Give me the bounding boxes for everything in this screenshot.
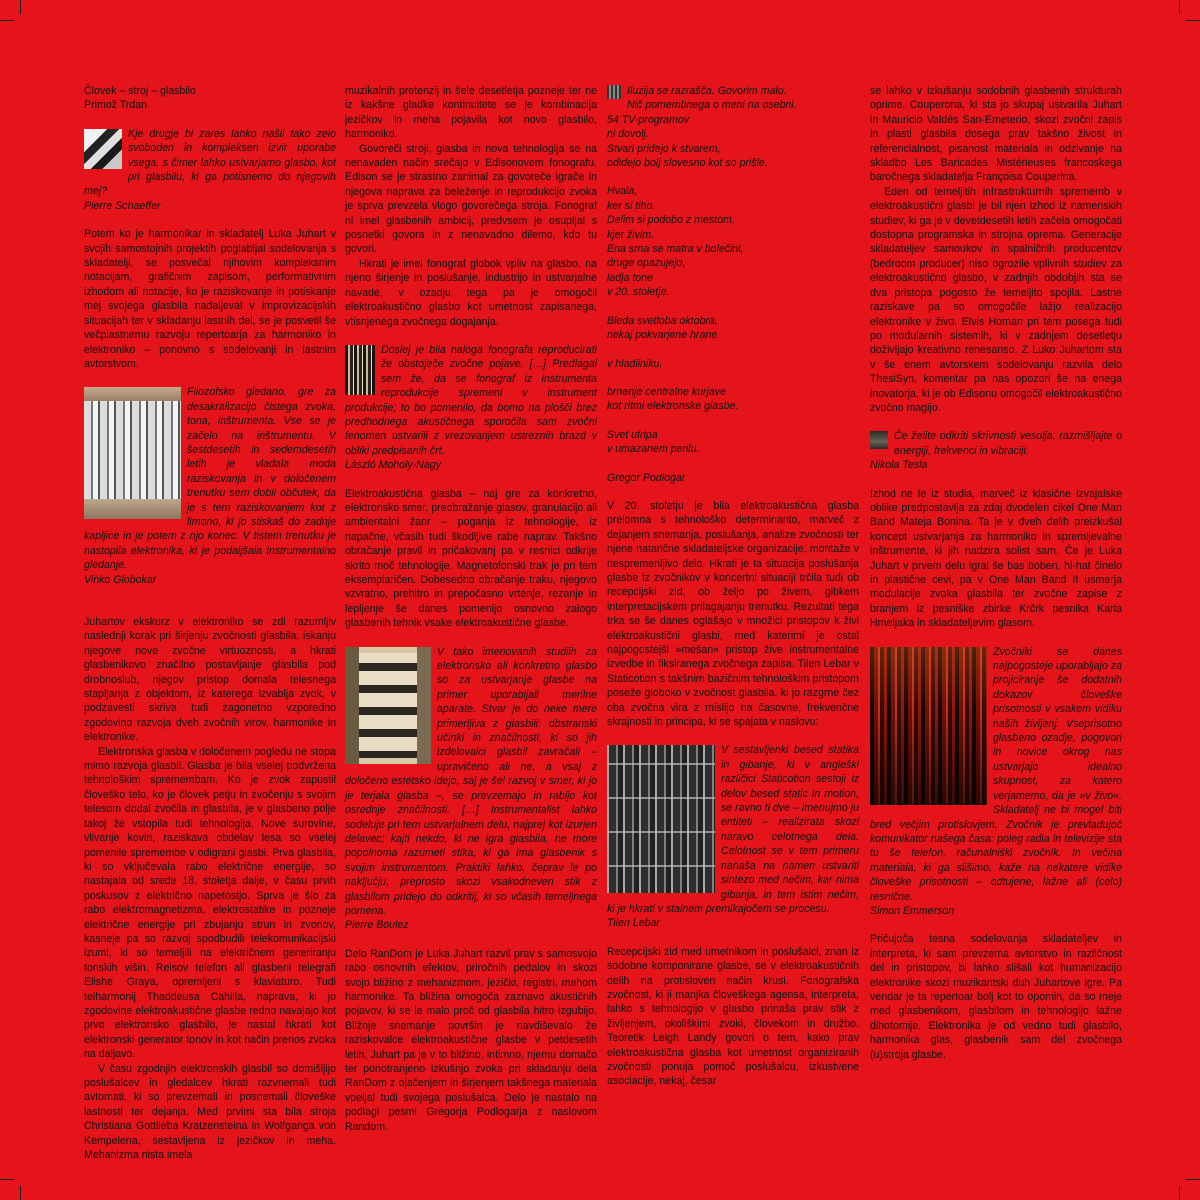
crop-mark-top-left [20, 0, 21, 14]
poem-line: v hladilniku, [607, 357, 663, 370]
photo-thumbnail-mechanism [84, 129, 122, 169]
paragraph: Izhod ne le iz studia, marveč iz klasične izvajalske oblike predpostavlja za zdaj dvodelen cikel One Man Band Mateja Bonina. Ta je v dveh delih preizkušal koncept ustvarjanja za harmoniko in spremljevalne inštrumente, ki jih nadzira solist sam. Če je Luka Juhart v prvem delu igral še bas boben, hi-hat činelo in plastične cevi, pa v One Man Band II usmerja modulacije zvoka glasbila ter zvočne zapise z branjem iz pesniške zbirke Krčrk pesnika Karla Hmeljaka in skladateljevim glasom. [870, 487, 1122, 630]
paragraph: Juhartov ekskurz v elektroniko se zdi razumljiv naslednji korak pri širjenju zvočnosti glasbila, iskanju njegove nove zvočne virtuoznosti, a hkrati glasbenikovo značilno postavljanje glasbila pod drobnoslub, njegov pristop domala telesnega stapljanja z objektom, iz katerega izvablja zvok, v podzavesti skriva tudi zagonetno vzporedno zgodovino razvoja dveh zvočnih virov, harmonike in elektronike. [84, 616, 336, 744]
column-4 [870, 84, 1122, 1062]
quote-author: Pierre Schaeffer [84, 199, 161, 212]
poem-line: 54 TV-programov [607, 113, 690, 126]
crop-mark-bottom-left-h [0, 1179, 14, 1180]
poem-line: Iluzija se razrašča. Govorim malo. [627, 85, 787, 97]
paragraph: Delo RanDom je Luka Juhart razvil prav s samosvojo rabo osnovnih efektov, priročnih pedalov in skozi svojo bližino z mehanizmom, jezički, registri, mehom harmonike. Ta bližina omogoča zaznavo akustičnih pojavov, ki se le malo proč od glasbila hitro izgubijo. Bližnje snemanje površin je navdiševalo že raziskovalce elektroakustične glasbe v petdesetih letih, Juhart pa je v to bližino, intimno, njemu domačo ter ponotranjeno izkušnjo zvoka pri skladanju dela RanDom z ojačenjem in širjenjem takšnega materiala vpeljal tudi svojega poslušalca. Delo je nastalo na podlagi pesmi Gregorja Podlogarja z naslovom Random. [345, 947, 597, 1133]
poem-line: ni dovolj. [607, 128, 649, 141]
quote-text: V sestavljenki besed statika in gibanje, ki v angleški različici Staticotion sestoji iz delov besed static in motion, se ravno ti dve – imenujmo ju entiteti – realizirata skozi naravo celotnega dela. Celotnost se v tem primeru nanaša na namen ustvariti sintezo med nečim, kar nima gibanja, in tem istim nečim, ki je hkrati v stalnem premikajočem se procesu. [607, 744, 859, 915]
crop-mark-bottom-right [1179, 1186, 1180, 1200]
quote-text: Zvočniki se danes najpogosteje uporabljajo za projiciranje še dodatnih dokazov človeške prisotnosti v vsakem vidiku naših življenj. Vseprisotno glasbeno ozadje, pogovori in novice okrog nas ustvarjajo idealno skupnost, za katero verjamemo, da je »v živo«. Skladatelj ne bi mogel biti bred večjim protislovjem. Zvočnik je prevladujoč komunikator našega časa: poleg radia in televizije sta tu še telefon, računalniški zvočnik. In večina materiala, ki ga slišimo, kaže na nekatere vidike človeške prisotnosti – odtujene, lažne ali (celo) resnične. [870, 645, 1122, 903]
poem-line: v 20. stoletje. [607, 286, 670, 299]
crop-mark-top-right [1179, 0, 1180, 14]
poem-line: Ena srna se matra v bolečini, [607, 243, 744, 256]
paragraph: Govoreči stroji, glasba in nova tehnologija se na nenavaden način srečajo v Edisonovem fonografu. Edison se je strastno zanimal za govoreče igrače in njegova naprava za beleženje in reprodukcijo zvoka je sprva prevzela vlogo govorečega stroja. Fonograf ni imel glasbenih ambicij, predvsem je osupljal s posnetki govora in z nenavadno dilemo, kdo tu govori. [345, 142, 597, 256]
photo-accordion-reeds [84, 387, 181, 519]
photo-red-curtain [870, 647, 987, 805]
poem-line: ladja tone [607, 271, 653, 284]
poem-line: Stvari pridejo k stvarem, [607, 142, 721, 155]
poem-line: Bleda svetloba oktobra, [607, 314, 718, 327]
quote-text: Doslej je bila naloga fonografa reproducirati že obstoječe zvočne pojave. […] Predlagal sem že, da se fonograf iz instrumenta reprodukcije spremeni v instrument produkcije; to bo pomenilo, da bomo na plošči brez predhodnega akustičnega sporočila sam zvočni fenomen ustvarili z vrezovanjem ustreznih brazd v obliki predpisanih črt. [345, 343, 597, 457]
poem-line: nekaj pokvarjene hrane [607, 329, 718, 342]
paragraph: Recepcijski zid med umetnikom in poslušalci, znan iz sodobne komponirane glasbe, se v elektroakustičnih delih na protisloven način krusi. Fonografska zvočnost, ki ji manjka človeškega agensa, interpreta, lahko s tehnologijo v glasbo prinaša prav stik z življenjem, okoliškimi zvoki, človekom in družbo. Teoretik Leigh Landy govori o tem, kako prav elektroakustična glasba kot umetnost organiziranih zvočnosti ponuja pomoč poslušalcu, izkustvene asociacije, nekaj, česar [607, 945, 859, 1088]
quote-globokar [84, 385, 336, 587]
quote-emmerson [870, 645, 1122, 919]
quote-boulez [345, 645, 597, 933]
photo-thumbnail-tv [607, 85, 621, 99]
quote-author: László Moholy-Nagy [345, 459, 441, 472]
crop-mark-top-right-h [1186, 20, 1200, 21]
quote-author: Pierre Boulez [345, 919, 409, 932]
quote-text: V tako imenovanih studiih za elektronsko ali konkretno glasbo so za ustvarjanje glasbe na primer uporabljali merilne aparate. Stvar je do neke mere primerljiva z glasbili: obstranski učinki in značilnosti, ki so jih izdelovalci glasbil zavračali – upravičeno ali ne, a vsaj z določeno estetsko idejo, saj je šel razvoj v smer, ki jo je terjala glasba –, se prevzemajo in rabijo kot osrednje značilnosti. […] Instrumentalist lahko sodeluje pri tem ustvarjalnem delu, najprej kot izurjen delavec; kajti nekdo, ki ne igra glasbila, ne more popolnoma razumeti stika, ki ga ima glasbenik s svojim instrumentom. Praktiki lahko, čeprav le po naključju, preprosto skozi vsakodneven stik z glasbilom pridejo do odkritij, ki so včasih temeljnega pomena. [345, 645, 597, 917]
quote-lebar [607, 743, 859, 930]
column-2 [345, 84, 597, 1134]
poem-line: druge opazujejo, [607, 257, 686, 270]
poem-line: kjer živim. [607, 228, 655, 241]
poem-line: kot ritmi elektronske glasbe. [607, 400, 739, 413]
paragraph: Potem ko je harmonikar in skladatelj Luka Juhart v svojih samostojnih projektih poglabljal sodelovanja s skladatelji, se posvečal njihovim kompleksnim notacijam, grafičnim zapisom, performativnim izhodom ali notacije, ko je raziskovanje in potiskanje mej svojega glasbila nadaljeval v improvizacijskih situacijah ter v skladanju lastnih del, se je posvetil še večplastnemu razvoju repertoarja za harmoniko in elektroniko – ponovno s sodelovanji in lastnim avtorstvom. [84, 228, 336, 370]
photo-thumbnail-coil [870, 431, 888, 449]
paragraph: Hkrati je imel fonograf globok vpliv na glasbo, na njeno širjenje in poslušanje, industrijo in ustvarjalne navade, v ozadju tega pa je omogočil elektroakustično glasbo kot umetnost zapisanega, vtisnjenega zvočnega dogajanja. [345, 257, 597, 328]
poem-line: brnenje centralne kurjave [607, 385, 726, 398]
quote-author: Nikola Tesla [870, 459, 928, 472]
article-title: Človek – stroj – glasbilo [84, 85, 196, 97]
paragraph: Eden od temeljitih infrastrukturnih sprememb v elektroakustični glasbi je bil njen izhod iz namenskih studiev, ki ga je v devetdesetih letih začela omogočati dostopna programska in strojna oprema. Generacije skladateljev samoukov in spalničnih producentov (bedroom producer) niso ogrozile vplivnih studiev za elektroakustično glasbo, v zadnjih obdobjih sta se dva pristopa pogosto že temeljito spojila. Lastne raziskave pa so omogočile lažjo realizacijo elektronike v živo. Elvis Homan pri tem posega tudi po modularnih sistemih, ki v zadnjem desetletju doživljajo kreativno renesanso. Z Luko Juhartom sta v še enem avtorskem sodelovanju razvila delo ThesiSyn, komentar pa nas opozori še na enega inovatorja, ki je ob Edisonu omogočil elektroakustično zvočno magijo. [870, 185, 1122, 414]
poem-line: v umazanem perilu. [607, 443, 700, 456]
article-author: Primož Trdan [84, 99, 147, 112]
poem-line: ker si tiho. [607, 199, 656, 212]
quote-tesla [870, 429, 1122, 472]
quote-schaeffer [84, 127, 336, 213]
poem-random [607, 84, 859, 485]
paragraph: muzikalnih pretenzij in šele desetletja pozneje ter ne iz kakšne gladke kontinuitete se je kombinacija jezičkov in meha pojavila kot novo glasbilo, harmoniko. [345, 85, 597, 141]
paragraph: V 20. stoletju je bila elektroakustična glasba prelomna s tehnološko determinanto, marveč z dejanjem snemanja, poslušanja, analize zvočnosti ter njene natančne skladateljske organizacije, montaže v nespremenljivo delo. Hkrati je ta situacija poslušanja glasbe iz zvočnikov v koncertni situaciji trčila tudi ob recepcijski zid, ob željo po živem, gibkem interpretacijskem prilagajanju trenutku. Rezultati tega trka se še danes oglašajo v množici pristopov k živi elektroakustični glasbi, med katerimi je ostal najpogostejši »mešan« pristop žive instrumentalne izvedbe in fiksiranega zvočnega zapisa. Tilen Lebar v Staticotion s takšnim bazičnim tehnološkim pristopom poseže globoko v zvočnost glasbila, ki jo razgrne čez oba zvočna vira z mislijo na časovne, frekvenčne skrajnosti in principa, ki se spajata v naslovu: [607, 499, 859, 729]
photo-electronics-machine [607, 745, 715, 893]
quote-text: Kje drugje bi zares lahko našli tako zelo svoboden in kompleksen izvir uporabe vsega, s čimer lahko ustvarjamo glasbo, kot pri glasbilu, ki ga potisnemo do njegovih mej? [84, 127, 336, 198]
poem-line: Delim si podobo z mestom, [607, 214, 735, 227]
quote-text: Če želite odkriti skrivnosti vesolja, razmišljajte o energiji, frekvenci in vibraciji. [894, 430, 1122, 457]
poem-line: odidejo bolj slovesno kot so prišle. [607, 157, 768, 170]
crop-mark-bottom-right-h [1186, 1179, 1200, 1180]
quote-text: Filozofsko gledano, gre za desakralizacijo čistega zvoka, tona, inštrumenta. Vse se je začelo na inštrumentu. V šestdesetih in sedemdesetih letih je vladala moda raziskovanja in v določenem trenutku sem dobil občutek, da je s tem raziskovanjem kot z limono, ki jo stiskaš do zadnje kapljice in je potem z njo konec. V tistem trenutku je nastopila elektronika, ki je podaljšala instrumentalno gledanje. [84, 386, 336, 572]
paragraph: V času zgodnjih elektronskih glasbil so domišljijo poslušalcev in gledalcev hkrati razvnemali tudi avtomati, ki so prevzemali in posnemali človeške lastnosti ter dejanja. Med prvimi sta bila stroja Christiana Gottlieba Kratzensteina in Wolfganga von Kempelena, sestavljena iz jezičkov in meha. Mehanizma nista imela [84, 1062, 336, 1162]
quote-author: Simon Emmerson [870, 904, 955, 917]
column-1 [84, 84, 336, 1162]
crop-mark-top-left-h [0, 20, 14, 21]
photo-accordion-buttons [345, 647, 431, 764]
poem-author: Gregor Podlogar [607, 471, 686, 484]
paragraph: Elektroakustična glasba – naj gre za konkretno, elektronsko smer, preobražanje glasov, granulacijo ali ambientalni žanr – poganja iz tehnologije, iz napačne, včasih tudi škodljive rabe naprav. Takšno obračanje pravil in pričakovanj pa v resnici odkrije skrito moč tehnologije. Magnetofonski trak je pri tem eksemplaričen. Dobesedno obračanje traku, njegovo vzvratno, prehitro in prepočasno vrtenje, rezanje in lepljenje še danes pomenijo osnovno zalogo glasbenih tehnik vsake elektroakustične glasbe. [345, 487, 597, 630]
paragraph: se lahko v izkušanju sodobnih glasbenih strukturah oprime. Couperona, ki sta jo skupaj ustvarila Juhart in Mauricio Valdés San-Emeterio, skozi zvočni zapis in plasti glasbila dosega prav takšno živost in referencialnost, pisanost materiala in odzivanje na skladbo Les Baricades Mistérieuses francoskega baročnega skladatelja Françoisa Couperina. [870, 85, 1122, 184]
paragraph: Elektronska glasba v določenem pogledu ne stopa mimo razvoja glasbil. Glasba je bila vselej podvržena tehnološkim spremembam. Ko je zvok zapustil človeško telo, ko je človek petju in zvočenju s svojim telesom dodal zvočila in glasbila, je v glasbeno polje takoj že vstopila tudi tehnologija. Nove surovine, vlivanje kovin, raziskava obdelav lesa so vselej pomenile spremembe v odigrani glasbi. Prva glasbila, ki so vključevala rabo električne energije, so nastajala od srede 18. stoletja dalje, v času prvih poskusov z električno napetostjo. Sprva je šlo za rabo elektromagnetizma, elektrostatike in pozneje električne energije pri zbujanju strun in zvonov, kasneje pa so razvoj spodbudili telekomunikacijski izumi, ki so temeljili na električnem generiranju tonskih višin. Reisov telefon ali glasbeni telegrafi Elishe Graya, opremljeni s klaviaturo. Tudi telharmonij Thaddeusa Cahilla, naprava, ki jo zgodovine elektroakustične glasbe redno navajajo kot prvo elektronsko glasbilo, je nastal hkrati kot elektronski generator tonov in kot način prenos zvoka na daljavo. [84, 745, 336, 1061]
poem-line: Svet utripa [607, 428, 658, 441]
quote-author: Tilen Lebar [607, 917, 660, 930]
poem-line: Nič pomembnega o meni na osebni. [627, 99, 797, 112]
quote-moholy-nagy [345, 343, 597, 473]
column-3 [607, 84, 859, 1089]
quote-author: Vinko Globokar [84, 573, 157, 586]
paragraph: Pričujoča tesna sodelovanja skladateljev in interpreta, ki sam prevzema avtorstvo in različnost del in pristopov, bi lahko slišali kot humanizacijo elektronike skozi muzikantski duh Juhartove igre. Pa vendar je ta repertoar bolj kot to opomin, da so meje med glasbenikom, glasbilom in tehnologijo lažne dihotomije. Elektronika je od vedno tudi glasbilo, harmonika glas, glasbenik sam del zvočnega (u)stroja glasbe. [870, 933, 1122, 1061]
photo-phonograph-grooves [345, 345, 375, 395]
crop-mark-bottom-left [20, 1186, 21, 1200]
poem-line: Hvala, [607, 185, 638, 198]
